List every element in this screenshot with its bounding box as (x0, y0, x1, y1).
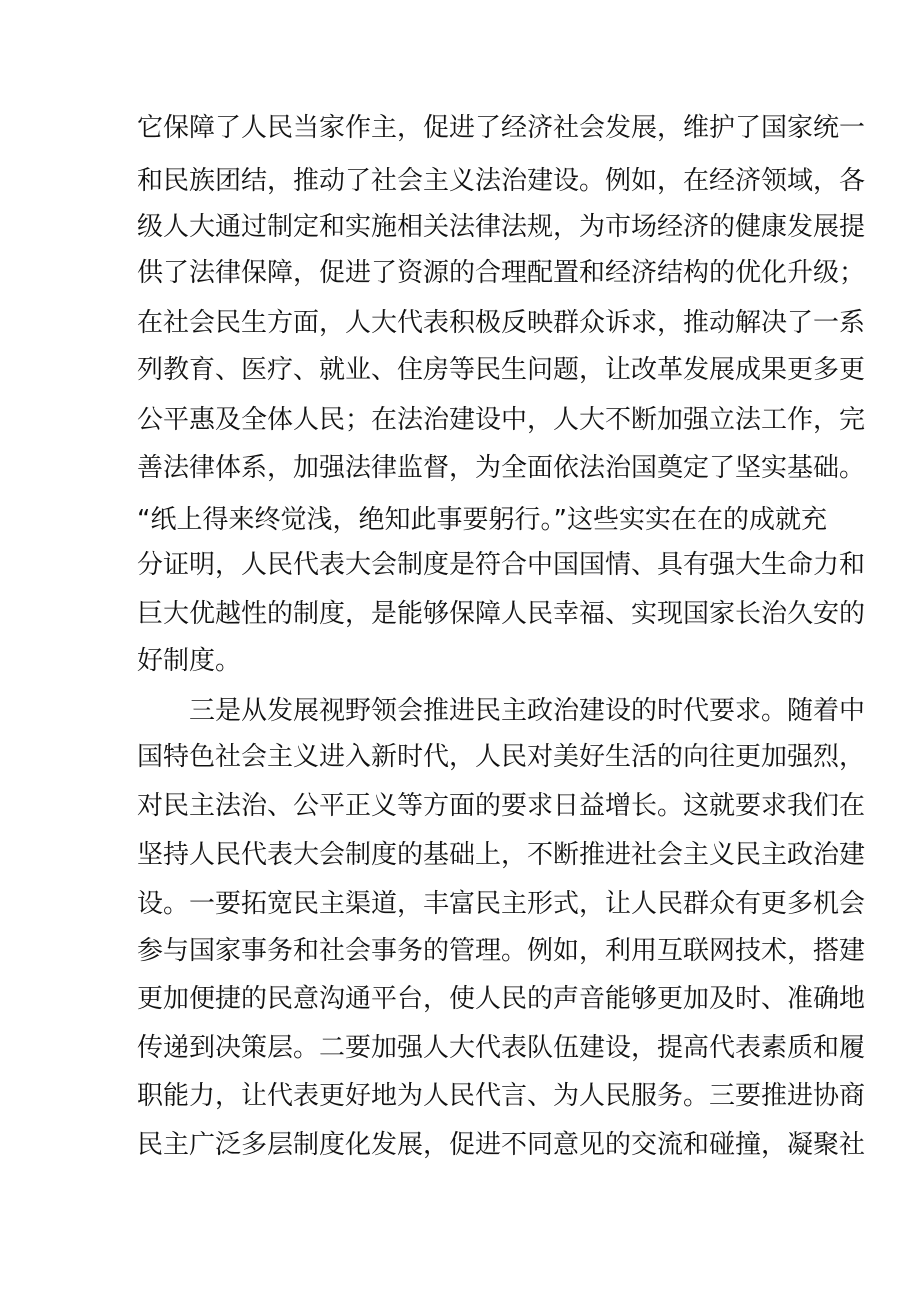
text-line-20: 传递到决策层。二要加强人大代表队伍建设，提高代表素质和履 (137, 1033, 866, 1063)
text-line-11: 巨大优越性的制度，是能够保障人民幸福、实现国家长治久安的 (137, 599, 866, 629)
text-line-19: 更加便捷的民意沟通平台，使人民的声音能够更加及时、准确地 (137, 984, 866, 1014)
text-line-17: 设。一要拓宽民主渠道，丰富民主形式，让人民群众有更多机会 (137, 889, 866, 919)
text-line-22: 民主广泛多层制度化发展，促进不同意见的交流和碰撞，凝聚社 (137, 1130, 866, 1160)
text-line-8: 善法律体系，加强法律监督，为全面依法治国奠定了坚实基础。 (137, 453, 866, 483)
text-line-1: 它保障了人民当家作主，促进了经济社会发展，维护了国家统一 (137, 113, 866, 143)
text-line-2: 和民族团结，推动了社会主义法治建设。例如，在经济领域，各 (137, 166, 866, 196)
text-line-15: 对民主法治、公平正义等方面的要求日益增长。这就要求我们在 (137, 791, 866, 821)
text-line-7: 公平惠及全体人民；在法治建设中，人大不断加强立法工作，完 (137, 405, 866, 435)
text-line-21: 职能力，让代表更好地为人民代言、为人民服务。三要推进协商 (137, 1081, 866, 1111)
text-line-4: 供了法律保障，促进了资源的合理配置和经济结构的优化升级； (137, 258, 866, 288)
text-line-5: 在社会民生方面，人大代表积极反映群众诉求，推动解决了一系 (137, 308, 866, 338)
text-line-10: 分证明，人民代表大会制度是符合中国国情、具有强大生命力和 (137, 550, 866, 580)
text-line-6: 列教育、医疗、就业、住房等民生问题，让改革发展成果更多更 (137, 355, 866, 385)
text-line-3: 级人大通过制定和实施相关法律法规，为市场经济的健康发展提 (137, 212, 866, 242)
text-line-14: 国特色社会主义进入新时代，人民对美好生活的向往更加强烈， (137, 742, 866, 772)
text-line-12: 好制度。 (137, 646, 242, 676)
text-line-9: “纸上得来终觉浅，绝知此事要躬行。”这些实实在在的成就充 (137, 505, 827, 535)
text-line-16: 坚持人民代表大会制度的基础上，不断推进社会主义民主政治建 (137, 840, 866, 870)
text-line-18: 参与国家事务和社会事务的管理。例如，利用互联网技术，搭建 (137, 936, 866, 966)
paragraph-start-line: 三是从发展视野领会推进民主政治建设的时代要求。随着中 (189, 696, 866, 726)
